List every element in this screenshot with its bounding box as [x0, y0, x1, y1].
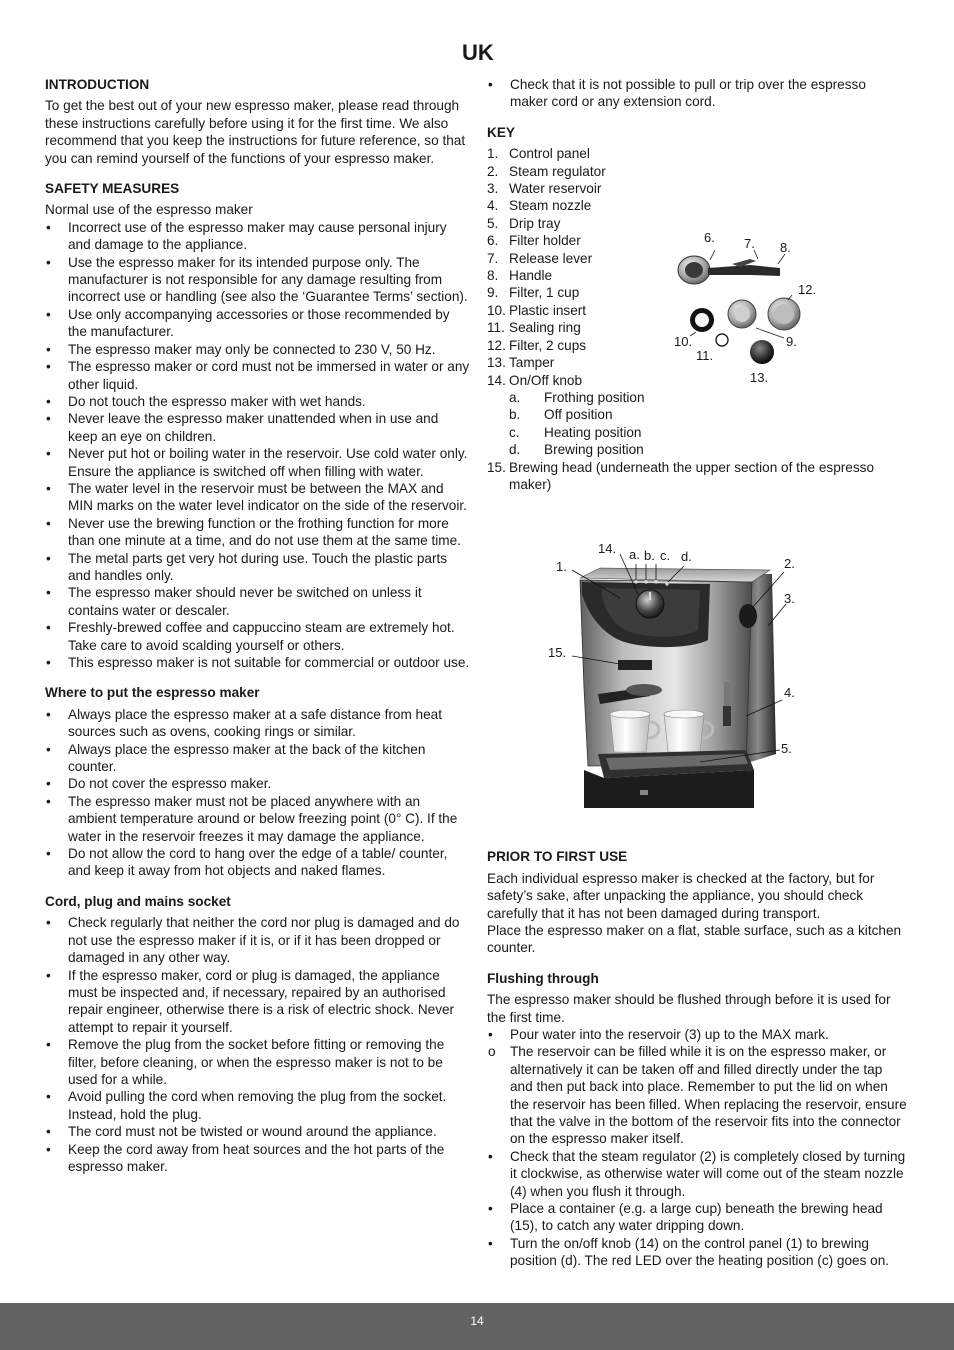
list-item: [45, 219, 470, 254]
list-item: [487, 1148, 907, 1200]
key-label: Tamper: [509, 355, 555, 371]
label-5: 5.: [781, 741, 792, 756]
list-item-text: The water level in the reservoir must be between the MAX and MIN marks on the water level indicator on the side of the reservoir.: [68, 480, 467, 514]
list-item-text: Do not allow the cord to hang over the edge of a table/ counter, and keep it away from hot objects and naked flames.: [68, 846, 448, 879]
bullet-mark: •: [46, 793, 51, 809]
key-label: Water reservoir: [509, 181, 602, 197]
key-number: 6.: [487, 233, 499, 249]
bullet-mark: •: [46, 515, 51, 531]
list-item: [45, 1123, 470, 1140]
list-item-text: Incorrect use of the espresso maker may cause personal injury and damage to the appliance.: [68, 219, 447, 253]
flushing-text: The espresso maker should be flushed through before it is used for the first time.: [487, 992, 891, 1025]
list-item: [487, 1200, 907, 1235]
key-number: d.: [509, 442, 521, 458]
bullet-mark: •: [46, 341, 51, 357]
key-number: 10.: [487, 302, 506, 318]
list-item-text: The metal parts get very hot during use. Touch the plastic parts and handles only.: [68, 550, 448, 583]
key-item: [487, 197, 907, 214]
list-item-text: The reservoir can be filled while it is on the espresso maker, or alternatively it can be taken off and filled directly under the tap and then put back into place. Remember to put the lid on when the reservoir has been filled. When replacing the reservoir, ensure that the valve in the bottom of the reservoir fits into the connector on the espresso maker itself.: [510, 1044, 907, 1147]
list-item: [45, 515, 470, 550]
where-list: [45, 706, 470, 880]
key-item: [487, 406, 907, 423]
list-item: [45, 654, 470, 671]
list-item: [45, 550, 470, 585]
key-number: 2.: [487, 163, 499, 179]
key-label: Filter, 2 cups: [509, 337, 587, 353]
key-label: Brewing head (underneath the upper section of the espresso maker): [509, 459, 875, 492]
key-item: [487, 441, 907, 458]
list-item: [45, 1088, 470, 1123]
label-4: 4.: [784, 685, 795, 700]
key-number: 13.: [487, 355, 506, 371]
list-item-text: Do not touch the espresso maker with wet hands.: [68, 393, 366, 409]
list-item-text: Remove the plug from the socket before fitting or removing the filter, before cleaning, or when the espresso maker is not to be used for a while.: [68, 1037, 445, 1087]
list-item: [45, 306, 470, 341]
key-number: 1.: [487, 146, 499, 162]
extra-cord-list: [487, 76, 907, 111]
bullet-mark: •: [488, 1201, 493, 1217]
list-item-text: The espresso maker or cord must not be immersed in water or any other liquid.: [68, 359, 470, 392]
key-number: c.: [509, 424, 520, 440]
key-number: 9.: [487, 285, 499, 301]
label-12: 12.: [798, 282, 817, 297]
list-item-text: Do not cover the espresso maker.: [68, 776, 272, 792]
espresso-maker-figure: [540, 538, 810, 810]
cord-list: [45, 914, 470, 1175]
prior-heading: PRIOR TO FIRST USE: [487, 849, 628, 865]
key-item: [487, 424, 907, 441]
list-item: [45, 341, 470, 358]
key-number: 7.: [487, 250, 499, 266]
accessories-figure: [670, 228, 830, 388]
label-9: 9.: [786, 334, 797, 349]
bullet-mark: •: [46, 359, 51, 375]
key-number: 4.: [487, 198, 499, 214]
label-13: 13.: [750, 370, 769, 385]
bullet-mark: •: [46, 1089, 51, 1105]
list-item-text: Never leave the espresso maker unattended when in use and keep an eye on children.: [68, 411, 439, 444]
list-item-text: Check that it is not possible to pull or trip over the espresso maker cord or any extension cord.: [510, 77, 866, 110]
key-label: Handle: [509, 268, 553, 284]
list-item: [45, 480, 470, 515]
cord-heading: Cord, plug and mains socket: [45, 893, 231, 909]
language-heading: UK: [462, 40, 494, 65]
key-number: 15.: [487, 459, 506, 475]
key-number: 8.: [487, 268, 499, 284]
page-number: 14: [470, 1314, 484, 1328]
list-item-text: Place a container (e.g. a large cup) beneath the brewing head (15), to catch any water dripping down.: [510, 1201, 883, 1234]
bullet-mark: •: [46, 706, 51, 722]
list-item: [45, 793, 470, 845]
key-number: 11.: [487, 320, 505, 336]
key-label: Brewing position: [544, 442, 644, 458]
bullet-mark: •: [46, 585, 51, 601]
list-item-text: The espresso maker must not be placed anywhere with an ambient temperature around or below freezing point (0° C). If the water in the reservoir freezes it may damage the appliance.: [68, 793, 458, 844]
bullet-mark: •: [46, 655, 51, 670]
bullet-mark: •: [46, 776, 51, 792]
flushing-heading: Flushing through: [487, 970, 599, 986]
key-label: Heating position: [544, 424, 642, 440]
key-number: 3.: [487, 181, 499, 197]
label-1: 1.: [556, 559, 567, 574]
list-item-text: Use only accompanying accessories or those recommended by the manufacturer.: [68, 306, 450, 340]
bullet-mark: •: [46, 306, 51, 322]
label-c: c.: [660, 548, 671, 563]
list-item-text: Freshly-brewed coffee and cappuccino steam are extremely hot. Take care to avoid scalding yourself or others.: [68, 620, 455, 653]
list-item-text: Use the espresso maker for its intended purpose only. The manufacturer is not responsible for any damage resulting from incorrect use or handling (see also the ‘Guarantee Terms’ section).: [68, 254, 468, 305]
list-item-text: Check regularly that neither the cord nor plug is damaged and do not use the espresso maker if it is, or if it has been dropped or damaged in any other way.: [68, 915, 460, 966]
list-item-text: Never use the brewing function or the frothing function for more than one minute at a time, and do not use them at the same time.: [68, 515, 461, 549]
list-item: [487, 1043, 907, 1147]
key-label: Release lever: [509, 250, 593, 266]
list-item: [45, 393, 470, 410]
prior-text-1: Each individual espresso maker is checked at the factory, but for safety’s sake, after unpacking the appliance, you should check carefully that it has not been damaged during transport.: [487, 870, 875, 921]
list-item: [45, 1141, 470, 1176]
key-number: b.: [509, 407, 521, 423]
normal-use-list: [45, 219, 470, 672]
key-label: Steam nozzle: [509, 198, 592, 214]
list-item: [45, 967, 470, 1037]
list-item: [45, 584, 470, 619]
intro-heading: INTRODUCTION: [45, 77, 150, 92]
bullet-mark: •: [46, 620, 51, 636]
list-item: [45, 619, 470, 654]
bullet-mark: •: [46, 393, 51, 409]
safety-heading: SAFETY MEASURES: [45, 181, 180, 197]
bullet-mark: •: [46, 480, 51, 496]
list-item: [45, 445, 470, 480]
list-item-text: Always place the espresso maker at a safe distance from heat sources such as ovens, cooking rings or similar.: [68, 706, 443, 740]
key-label: Sealing ring: [509, 320, 581, 336]
list-item: [45, 741, 470, 776]
bullet-mark: •: [488, 77, 493, 92]
key-label: Control panel: [509, 146, 590, 162]
list-item: [45, 254, 470, 306]
key-label: Drip tray: [509, 215, 561, 231]
footer-bar: [0, 1303, 954, 1350]
list-item-text: Keep the cord away from heat sources and the hot parts of the espresso maker.: [68, 1141, 445, 1174]
key-label: On/Off knob: [509, 372, 583, 388]
bullet-mark: o: [488, 1044, 496, 1060]
normal-use-heading: Normal use of the espresso maker: [45, 202, 253, 218]
bullet-mark: •: [46, 1141, 51, 1157]
list-item: [45, 410, 470, 445]
espresso-maker-illustration: [540, 538, 810, 810]
key-item: [487, 180, 907, 197]
label-3: 3.: [784, 591, 795, 606]
list-item: [45, 775, 470, 792]
list-item-text: Pour water into the reservoir (3) up to the MAX mark.: [510, 1027, 829, 1042]
key-number: 14.: [487, 372, 506, 388]
list-item: [45, 914, 470, 966]
list-item-text: Check that the steam regulator (2) is completely closed by turning it clockwise, as otherwise water will come out of the steam nozzle (4) when you flush it through.: [510, 1148, 906, 1199]
bullet-mark: •: [46, 1124, 51, 1140]
label-8: 8.: [780, 240, 791, 255]
list-item: [45, 1036, 470, 1088]
key-label: Filter, 1 cup: [509, 285, 580, 301]
bullet-mark: •: [46, 550, 51, 566]
key-label: Filter holder: [509, 233, 581, 249]
list-item-text: The cord must not be twisted or wound around the appliance.: [68, 1124, 437, 1140]
label-14: 14.: [598, 541, 617, 556]
bullet-mark: •: [46, 915, 51, 931]
key-label: Frothing position: [544, 389, 645, 405]
bullet-mark: •: [46, 254, 51, 270]
list-item-text: Never put hot or boiling water in the reservoir. Use cold water only. Ensure the appliance is switched off when filling with water.: [68, 446, 468, 479]
label-10: 10.: [674, 334, 693, 349]
bullet-mark: •: [46, 846, 51, 862]
list-item: [487, 1026, 907, 1043]
label-d: d.: [681, 549, 692, 564]
key-item: [487, 163, 907, 180]
bullet-mark: •: [488, 1027, 493, 1042]
bullet-mark: •: [46, 411, 51, 427]
list-item: [45, 358, 470, 393]
key-label: Off position: [544, 407, 613, 423]
label-6: 6.: [704, 230, 715, 245]
bullet-mark: •: [46, 219, 51, 235]
label-2: 2.: [784, 556, 795, 571]
list-item: [45, 845, 470, 880]
list-item: [487, 76, 907, 111]
list-item-text: The espresso maker should never be switched on unless it contains water or descaler.: [68, 585, 422, 618]
bullet-mark: •: [488, 1235, 493, 1251]
list-item-text: This espresso maker is not suitable for commercial or outdoor use.: [68, 655, 470, 670]
accessories-illustration: [670, 228, 830, 388]
bullet-mark: •: [46, 1037, 51, 1053]
list-item: [45, 706, 470, 741]
bullet-mark: •: [46, 967, 51, 983]
where-heading: Where to put the espresso maker: [45, 685, 260, 701]
key-item: [487, 459, 907, 494]
bullet-mark: •: [46, 741, 51, 757]
key-number: 12.: [487, 337, 506, 353]
key-item: [487, 145, 907, 162]
label-11: 11.: [696, 348, 714, 363]
prior-text-2: Place the espresso maker on a flat, stable surface, such as a kitchen counter.: [487, 922, 902, 956]
intro-text: To get the best out of your new espresso maker, please read through these instructions carefully before using it for the first time. We also recommend that you keep the instructions for future reference, so that you can remind yourself of the functions of your espresso maker.: [45, 98, 466, 166]
key-number: a.: [509, 389, 521, 405]
list-item-text: The espresso maker may only be connected to 230 V, 50 Hz.: [68, 341, 436, 357]
list-item-text: Always place the espresso maker at the back of the kitchen counter.: [68, 741, 426, 775]
flushing-list: [487, 1026, 907, 1270]
left-column: [45, 76, 470, 1175]
list-item-text: Avoid pulling the cord when removing the plug from the socket. Instead, hold the plug.: [68, 1089, 447, 1122]
key-number: 5.: [487, 215, 499, 231]
label-7: 7.: [744, 236, 755, 251]
key-item: [487, 389, 907, 406]
key-heading: KEY: [487, 124, 515, 140]
bullet-mark: •: [488, 1148, 493, 1164]
list-item-text: Turn the on/off knob (14) on the control panel (1) to brewing position (d). The red LED over the heating position (c) goes on.: [510, 1235, 890, 1269]
label-15: 15.: [548, 645, 567, 660]
bullet-mark: •: [46, 446, 51, 462]
list-item-text: If the espresso maker, cord or plug is damaged, the appliance must be inspected and, if necessary, repaired by an authorised repair engineer, otherwise there is a risk of electric shock. Never attempt to repair it yourself.: [68, 967, 455, 1035]
key-label: Steam regulator: [509, 163, 606, 179]
label-a: a.: [629, 547, 640, 562]
list-item: [487, 1235, 907, 1270]
key-label: Plastic insert: [509, 302, 587, 318]
label-b: b.: [644, 548, 655, 563]
